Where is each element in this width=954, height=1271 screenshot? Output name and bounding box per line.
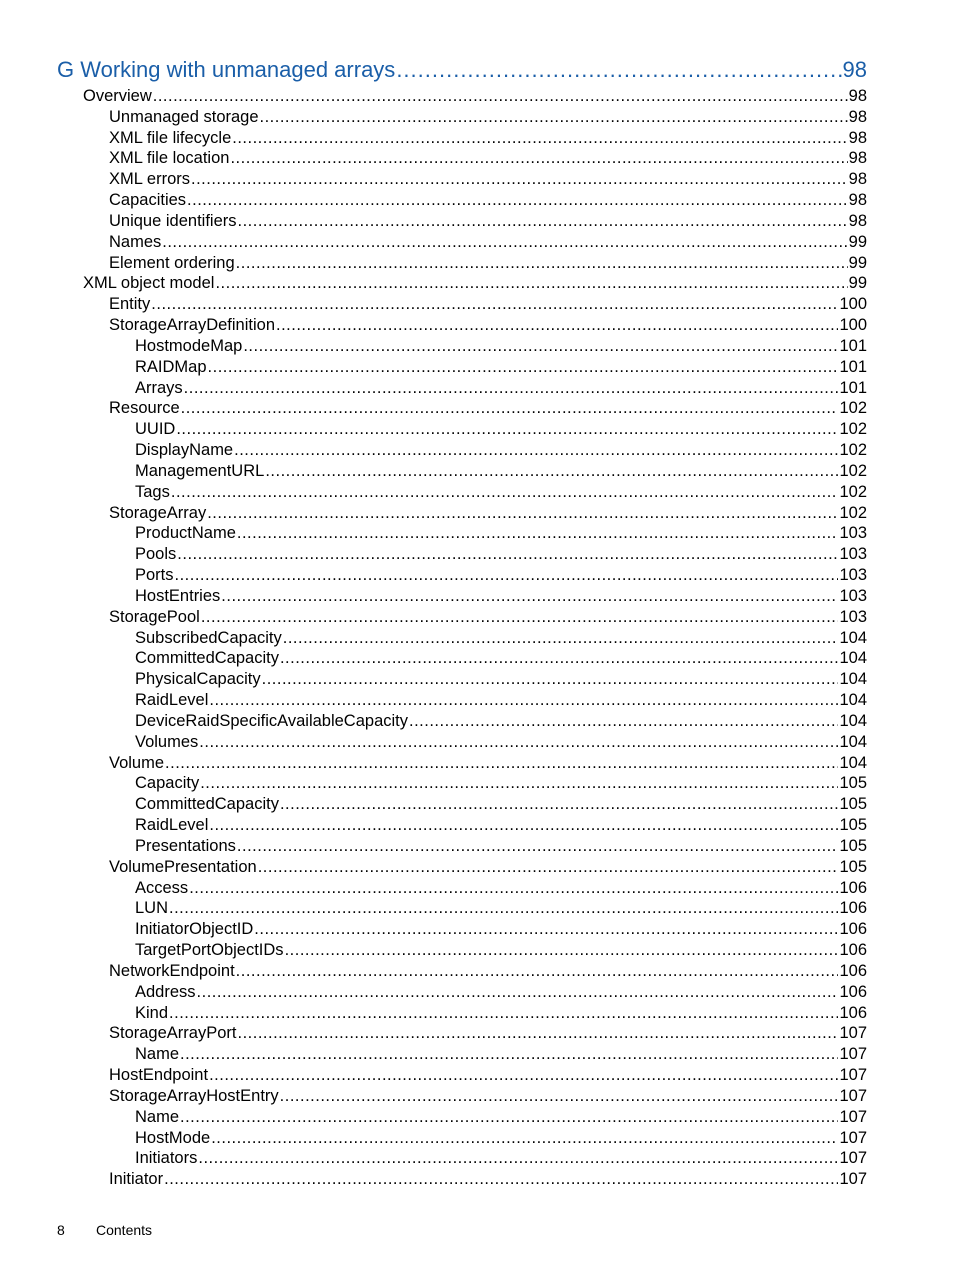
toc-entry-page-number: 101 [839,336,867,355]
toc-entry-page-number: 102 [839,420,867,439]
toc-entry-page-number: 103 [839,566,867,585]
toc-entry-label: StorageArrayPort [109,1024,237,1043]
toc-entry[interactable] [109,607,867,628]
toc-entry-page-number: 100 [839,295,867,314]
toc-entry-label: XML errors [109,170,190,189]
toc-entry[interactable] [135,336,867,357]
toc-entry-label: XML object model [83,274,215,293]
toc-leader-dots [207,503,838,524]
toc-entry-label: VolumePresentation [109,857,257,876]
footer-section-title: Contents [96,1222,153,1238]
toc-entry-page-number: 102 [839,461,867,480]
toc-entry[interactable] [135,940,867,961]
toc-entry[interactable] [109,1065,867,1086]
toc-entry[interactable] [135,1003,867,1024]
toc-entry-page-number: 98 [848,191,867,210]
toc-entry-page-number: 101 [839,357,867,376]
toc-entry[interactable] [135,732,867,753]
toc-entry-label: TargetPortObjectIDs [135,941,284,960]
toc-entry-label: Initiators [135,1149,198,1168]
toc-leader-dots [409,711,838,732]
toc-entry-label: Names [109,232,162,251]
toc-leader-dots [280,1086,839,1107]
toc-entry[interactable] [83,86,867,107]
toc-entry-label: LUN [135,899,169,918]
toc-entry-label: Volume [109,753,165,772]
toc-entry-label: Capacity [135,774,200,793]
toc-entry-page-number: 106 [839,982,867,1001]
toc-entry[interactable] [109,1086,867,1107]
toc-entry[interactable] [109,315,867,336]
toc-leader-dots [189,878,838,899]
toc-entry-label: HostMode [135,1128,211,1147]
toc-entry-label: Initiator [109,1170,164,1189]
toc-leader-dots [169,898,838,919]
toc-entry-label: RAIDMap [135,357,207,376]
toc-entry[interactable] [135,586,867,607]
toc-leader-dots [177,544,838,565]
toc-entry-page-number: 107 [839,1128,867,1147]
toc-entry-label: Overview [83,87,152,105]
toc-entry-page-number: 103 [839,586,867,605]
toc-leader-dots [211,1128,838,1149]
toc-leader-dots [243,336,838,357]
footer-page-number: 8 [57,1222,65,1238]
toc-entry-page-number: 98 [848,87,867,105]
toc-leader-dots [200,773,838,794]
toc-entry-label: SubscribedCapacity [135,628,282,647]
toc-entry[interactable] [135,1107,867,1128]
toc-entry[interactable] [109,148,867,169]
toc-entry-page-number: 103 [839,607,867,626]
toc-leader-dots [175,565,839,586]
toc-entry-label: Arrays [135,378,183,397]
toc-leader-dots [280,648,839,669]
toc-entry[interactable] [135,357,867,378]
toc-entry-page-number: 102 [839,503,867,522]
toc-leader-dots [230,148,847,169]
toc-entry-label: ManagementURL [135,461,265,480]
toc-leader-dots [180,1044,838,1065]
toc-entry[interactable] [135,1044,867,1065]
toc-entry-page-number: 106 [839,961,867,980]
toc-leader-dots [199,732,838,753]
toc-entry-label: Capacities [109,191,187,210]
toc-entry[interactable] [135,836,867,857]
toc-entry[interactable] [135,919,867,940]
toc-leader-dots [153,86,848,107]
toc-entry-page-number: 107 [839,1086,867,1105]
toc-entry-label: StoragePool [109,607,200,626]
toc-leader-dots [184,378,839,399]
toc-entry-page-number: 101 [839,378,867,397]
toc-entry[interactable] [109,253,867,274]
toc-entry-page-number: 98 [848,128,867,147]
toc-leader-dots [232,128,847,149]
toc-entry[interactable] [109,503,867,524]
toc-entry-page-number: 104 [839,628,867,647]
toc-entry-label: CommittedCapacity [135,795,279,814]
toc-entry[interactable] [135,648,867,669]
toc-entry-label: UUID [135,420,176,439]
toc-entry-label: DisplayName [135,441,234,460]
toc-entry-page-number: 106 [839,1003,867,1022]
toc-entry[interactable] [109,190,867,211]
toc-entry-page-number: 107 [839,1024,867,1043]
toc-entry[interactable] [83,273,867,294]
toc-entry[interactable] [109,232,867,253]
toc-entry-label: CommittedCapacity [135,649,279,668]
toc-entry-label: HostEntries [135,586,221,605]
toc-leader-dots [237,1023,838,1044]
toc-entry-label: Entity [109,295,151,314]
toc-entry-page-number: 99 [848,232,867,251]
toc-entry-page-number: 103 [839,524,867,543]
toc-entry[interactable] [135,898,867,919]
toc-entry-page-number: 106 [839,920,867,939]
toc-entry[interactable] [135,378,867,399]
toc-entry[interactable] [135,628,867,649]
toc-entry-page-number: 106 [839,941,867,960]
toc-entry-label: Pools [135,545,177,564]
toc-leader-dots [237,836,839,857]
toc-entry-label: Tags [135,482,170,501]
toc-entry-page-number: 99 [848,253,867,272]
toc-leader-dots [197,982,839,1003]
toc-entry-page-number: 98 [848,170,867,189]
toc-entry-page-number: 107 [839,1170,867,1189]
toc-leader-dots [162,232,847,253]
toc-entry-label: Unique identifiers [109,211,237,230]
toc-entry-page-number: 106 [839,878,867,897]
toc-entry-label: NetworkEndpoint [109,961,235,980]
toc-leader-dots [209,1065,838,1086]
toc-entry-label: RaidLevel [135,816,209,835]
toc-leader-dots [280,794,839,815]
toc-leader-dots [209,815,838,836]
toc-entry-label: G Working with unmanaged arrays [57,57,396,82]
toc-entry-page-number: 105 [839,816,867,835]
toc-leader-dots [258,857,839,878]
toc-leader-dots [208,357,839,378]
toc-entry-page-number: 105 [839,795,867,814]
toc-leader-dots [171,482,839,503]
toc-entry[interactable] [135,711,867,732]
toc-entry[interactable] [135,878,867,899]
toc-entry-page-number: 102 [839,482,867,501]
toc-entry-label: Name [135,1045,180,1064]
toc-entry-page-number: 104 [839,711,867,730]
toc-entry-label: Access [135,878,189,897]
toc-entry[interactable] [109,107,867,128]
toc-leader-dots [254,919,838,940]
toc-entry[interactable] [109,169,867,190]
toc-leader-dots [276,315,838,336]
toc-entry-page-number: 104 [839,691,867,710]
toc-entry-label: XML file location [109,149,230,168]
toc-entry[interactable] [135,773,867,794]
toc-entry[interactable] [135,1128,867,1149]
toc-entry[interactable] [135,440,867,461]
toc-entry[interactable] [109,753,867,774]
toc-entry[interactable] [135,461,867,482]
toc-leader-dots [234,440,838,461]
toc-leader-dots [236,253,848,274]
toc-entry[interactable] [135,669,867,690]
toc-entry[interactable] [109,211,867,232]
toc-entry[interactable] [109,294,867,315]
toc-entry-page-number: 107 [839,1045,867,1064]
toc-entry[interactable] [135,815,867,836]
toc-entry-label: Presentations [135,836,236,855]
toc-entry-page-number: 98 [842,57,867,82]
toc-entry-page-number: 104 [839,732,867,751]
toc-entry[interactable] [109,857,867,878]
toc-entry-label: Address [135,982,196,1001]
toc-entry-page-number: 106 [839,899,867,918]
toc-entry[interactable] [135,982,867,1003]
toc-entry-label: HostmodeMap [135,336,243,355]
toc-entry-label: Element ordering [109,253,235,272]
toc-entry[interactable] [135,565,867,586]
toc-entry-page-number: 102 [839,399,867,418]
toc-entry-page-number: 104 [839,649,867,668]
toc-entry[interactable] [135,482,867,503]
toc-entry-label: StorageArray [109,503,207,522]
toc-entry-page-number: 98 [848,149,867,168]
toc-leader-dots [151,294,838,315]
toc-entry-label: Volumes [135,732,199,751]
toc-entry-label: StorageArrayDefinition [109,316,275,335]
toc-entry-page-number: 102 [839,441,867,460]
toc-leader-dots [260,107,848,128]
toc-leader-dots [181,398,839,419]
toc-leader-dots [285,940,839,961]
toc-entry-page-number: 104 [839,753,867,772]
toc-entry-page-number: 103 [839,545,867,564]
toc-leader-dots [187,190,848,211]
toc-entry-label: StorageArrayHostEntry [109,1086,279,1105]
toc-entry-page-number: 99 [848,274,867,293]
toc-entry[interactable] [109,128,867,149]
toc-entry-page-number: 98 [848,107,867,126]
toc-entry[interactable] [109,1023,867,1044]
toc-chapter-entry[interactable] [57,56,867,84]
toc-entry-page-number: 105 [839,857,867,876]
toc-leader-dots [191,169,848,190]
toc-leader-dots [265,461,838,482]
toc-entry[interactable] [109,398,867,419]
toc-leader-dots [262,669,839,690]
toc-entry-page-number: 107 [839,1107,867,1126]
toc-entry-page-number: 100 [839,316,867,335]
toc-entry-label: DeviceRaidSpecificAvailableCapacity [135,711,408,730]
toc-leader-dots [236,961,839,982]
toc-entry[interactable] [135,523,867,544]
toc-entry-label: Unmanaged storage [109,107,259,126]
toc-entry-label: Name [135,1107,180,1126]
toc-leader-dots [180,1107,838,1128]
toc-leader-dots [215,273,847,294]
toc-entry[interactable] [109,961,867,982]
toc-leader-dots [283,628,839,649]
toc-leader-dots [169,1003,838,1024]
toc-leader-dots [209,690,838,711]
toc-entry-page-number: 107 [839,1066,867,1084]
toc-entry[interactable] [135,794,867,815]
toc-leader-dots [238,211,848,232]
toc-leader-dots [396,56,841,84]
toc-leader-dots [198,1148,838,1169]
toc-entry[interactable] [135,419,867,440]
toc-entry-label: InitiatorObjectID [135,920,254,939]
toc-entry-label: ProductName [135,524,236,543]
toc-entry-label: XML file lifecycle [109,128,232,147]
toc-entry[interactable] [135,544,867,565]
toc-entry-label: Ports [135,566,174,585]
toc-leader-dots [221,586,838,607]
toc-entry[interactable] [135,690,867,711]
toc-entry-label: PhysicalCapacity [135,670,261,689]
toc-leader-dots [201,607,839,628]
toc-entry-label: Kind [135,1003,169,1022]
toc-leader-dots [164,1169,838,1190]
toc-entry-page-number: 104 [839,670,867,689]
toc-entry-page-number: 105 [839,774,867,793]
toc-entry-page-number: 105 [839,836,867,855]
toc-entry-label: RaidLevel [135,691,209,710]
toc-entry-page-number: 107 [839,1149,867,1168]
toc-entry[interactable] [109,1169,867,1190]
toc-entry-label: HostEndpoint [109,1066,209,1084]
toc-entry[interactable] [135,1148,867,1169]
toc-leader-dots [176,419,838,440]
toc-entry-page-number: 98 [848,211,867,230]
toc-entry-label: Resource [109,399,180,418]
toc-leader-dots [237,523,839,544]
toc-leader-dots [165,753,838,774]
